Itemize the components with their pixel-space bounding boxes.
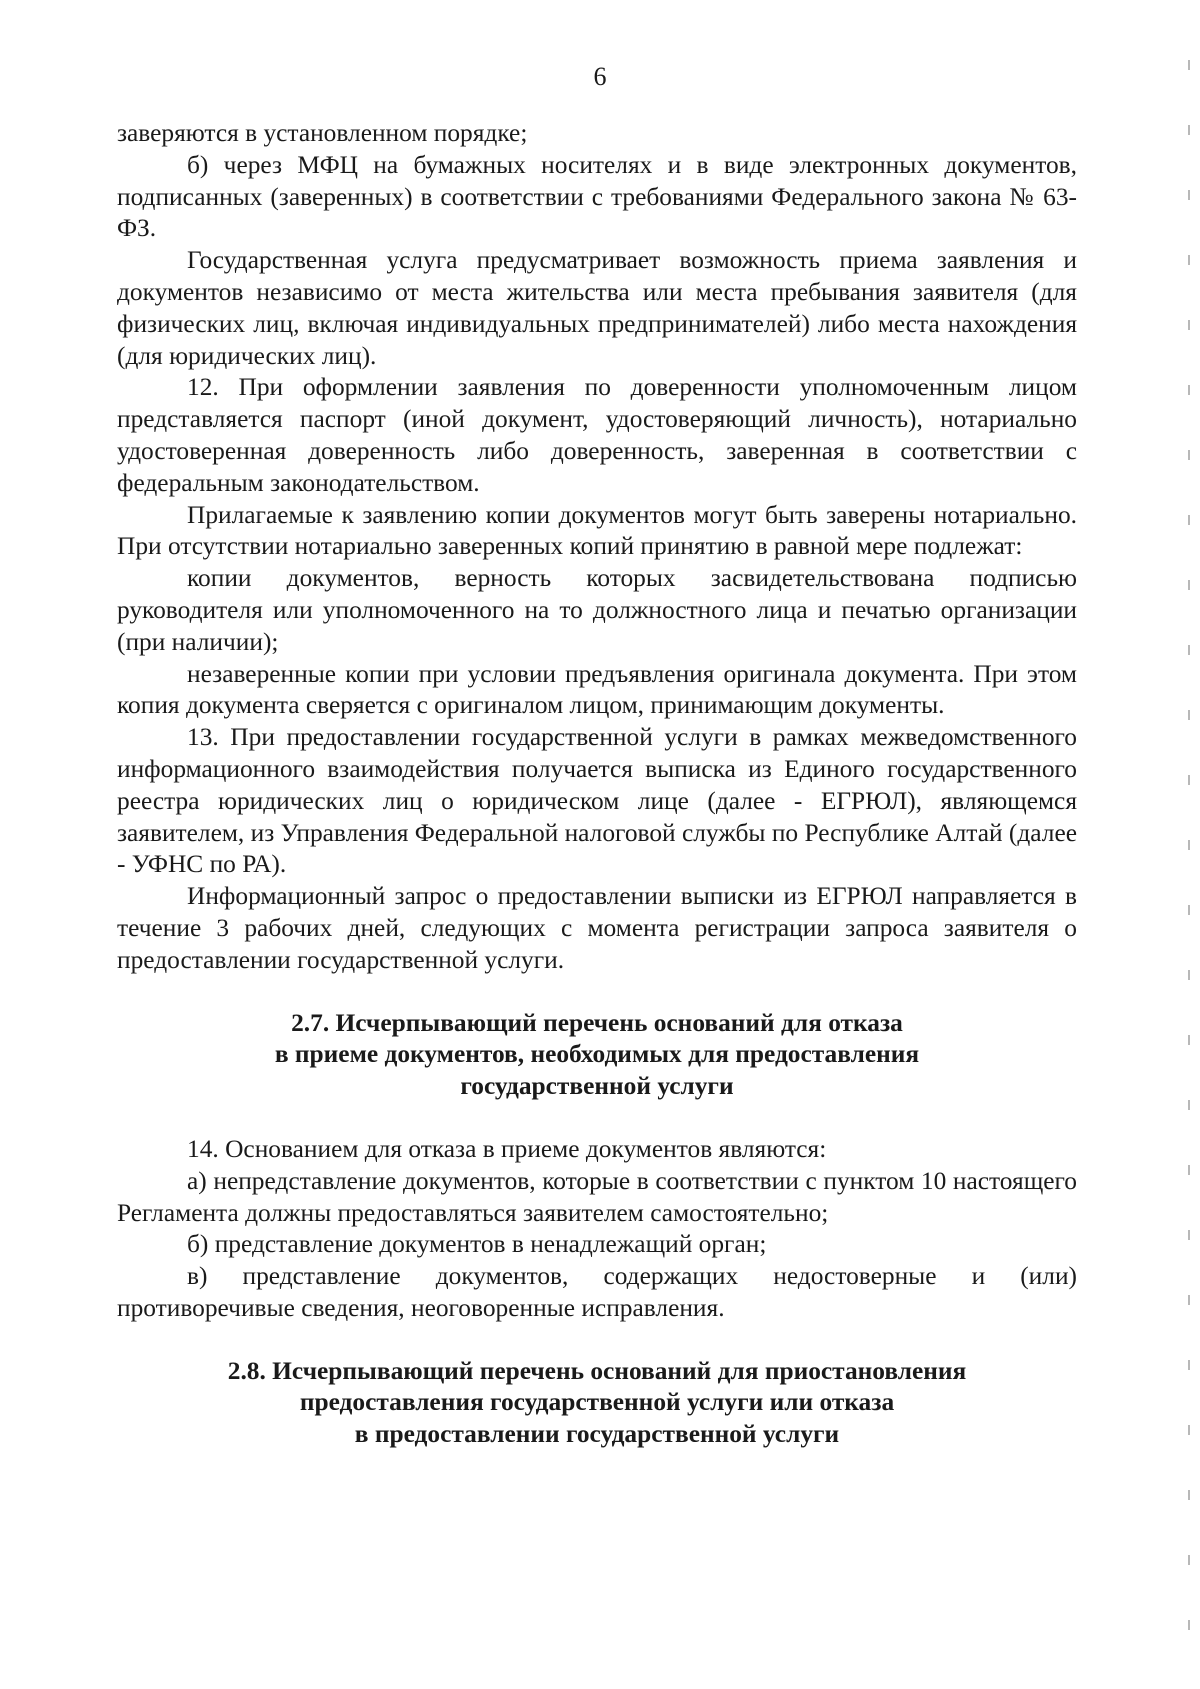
scan-mark	[1188, 970, 1190, 980]
scan-mark	[1188, 255, 1190, 265]
paragraph-item-14-a: а) непредставление документов, которые в соответствии с пунктом 10 настоящего Регламента должны предоставляться заявителем самостоятельно;	[117, 1166, 1077, 1227]
scan-mark	[1188, 385, 1190, 395]
paragraph-item-13: 13. При предоставлении государственной услуги в рамках межведомственного информационного взаимодействия получается выписка из Единого государственного реестра юридических лиц о юридическом лице (далее - ЕГРЮЛ), являющемся заявителем, из Управления Федеральной налоговой службы по Республике Алтай (далее - УФНС по РА).	[117, 723, 1077, 879]
scan-mark	[1188, 1165, 1190, 1175]
scan-mark	[1188, 1490, 1190, 1500]
paragraph-uncertified-copies: незаверенные копии при условии предъявления оригинала документа. При этом копия документа сверяется с оригиналом лицом, принимающим документы.	[117, 659, 1077, 720]
paragraph-continuation: заверяются в установленном порядке;	[117, 119, 528, 147]
section-heading-2-7-line-2: в приеме документов, необходимых для предоставления	[274, 1040, 920, 1069]
section-heading-2-7-line-3: государственной услуги	[460, 1072, 734, 1101]
scan-mark	[1188, 1555, 1190, 1565]
paragraph-item-12: 12. При оформлении заявления по доверенности уполномоченным лицом представляется паспорт (иной документ, удостоверяющий личность), нотариально удостоверенная доверенность либо доверенность, заверенная в соответствии с федеральным законодательством.	[117, 373, 1077, 497]
paragraph-item-14-c: в) представление документов, содержащих недостоверные и (или) противоречивые сведения, неоговоренные исправления.	[117, 1262, 1077, 1322]
scan-mark	[1188, 775, 1190, 785]
paragraph-mfc: б) через МФЦ на бумажных носителях и в виде электронных документов, подписанных (заверенных) в соответствии с требованиями Федерального закона № 63-ФЗ.	[117, 150, 1077, 243]
scan-mark	[1188, 580, 1190, 590]
scan-mark	[1188, 1425, 1190, 1435]
section-heading-2-8-line-3: в предоставлении государственной услуги	[354, 1420, 840, 1449]
scan-mark	[1188, 1230, 1190, 1240]
scan-mark	[1188, 190, 1190, 200]
section-heading-2-8-line-2: предоставления государственной услуги или отказа	[299, 1388, 895, 1417]
paragraph-service-location: Государственная услуга предусматривает возможность приема заявления и документов независимо от места жительства или места пребывания заявителя (для физических лиц, включая индивидуальных предпринимателей) либо места нахождения (для юридических лиц).	[117, 246, 1077, 370]
scan-mark	[1188, 1035, 1190, 1045]
section-heading-2-7	[117, 1008, 1077, 1103]
scan-mark	[1188, 840, 1190, 850]
scan-mark	[1188, 1100, 1190, 1110]
scan-mark	[1188, 905, 1190, 915]
scan-mark	[1188, 320, 1190, 330]
paragraph-info-request: Информационный запрос о предоставлении выписки из ЕГРЮЛ направляется в течение 3 рабочих дней, следующих с момента регистрации запроса заявителя о предоставлении государственной услуги.	[117, 882, 1077, 974]
scan-mark	[1188, 1620, 1190, 1630]
scan-mark	[1188, 710, 1190, 720]
scan-mark	[1188, 645, 1190, 655]
scan-mark	[1188, 1295, 1190, 1305]
scan-mark	[1188, 125, 1190, 135]
scan-edge-marks	[1180, 0, 1200, 1689]
scan-mark	[1188, 60, 1190, 70]
section-heading-2-8-line-1: 2.8. Исчерпывающий перечень оснований для приостановления	[227, 1356, 967, 1385]
section-heading-2-7-line-1: 2.7. Исчерпывающий перечень оснований для отказа	[291, 1008, 903, 1037]
scan-mark	[1188, 1360, 1190, 1370]
section-heading-2-8	[117, 1356, 1077, 1451]
paragraph-item-14: 14. Основанием для отказа в приеме документов являются:	[187, 1134, 827, 1163]
paragraph-certified-copies: копии документов, верность которых засвидетельствована подписью руководителя или уполномоченного на то должностного лица и печатью организации (при наличии);	[117, 564, 1077, 656]
scan-mark	[1188, 450, 1190, 460]
scan-mark	[1188, 515, 1190, 525]
document-body	[117, 118, 1077, 1451]
paragraph-item-14-b: б) представление документов в ненадлежащий орган;	[187, 1230, 767, 1259]
page-number: 6	[593, 62, 607, 91]
paragraph-attached-copies: Прилагаемые к заявлению копии документов могут быть заверены нотариально. При отсутствии нотариально заверенных копий принятию в равной мере подлежат:	[117, 500, 1077, 561]
